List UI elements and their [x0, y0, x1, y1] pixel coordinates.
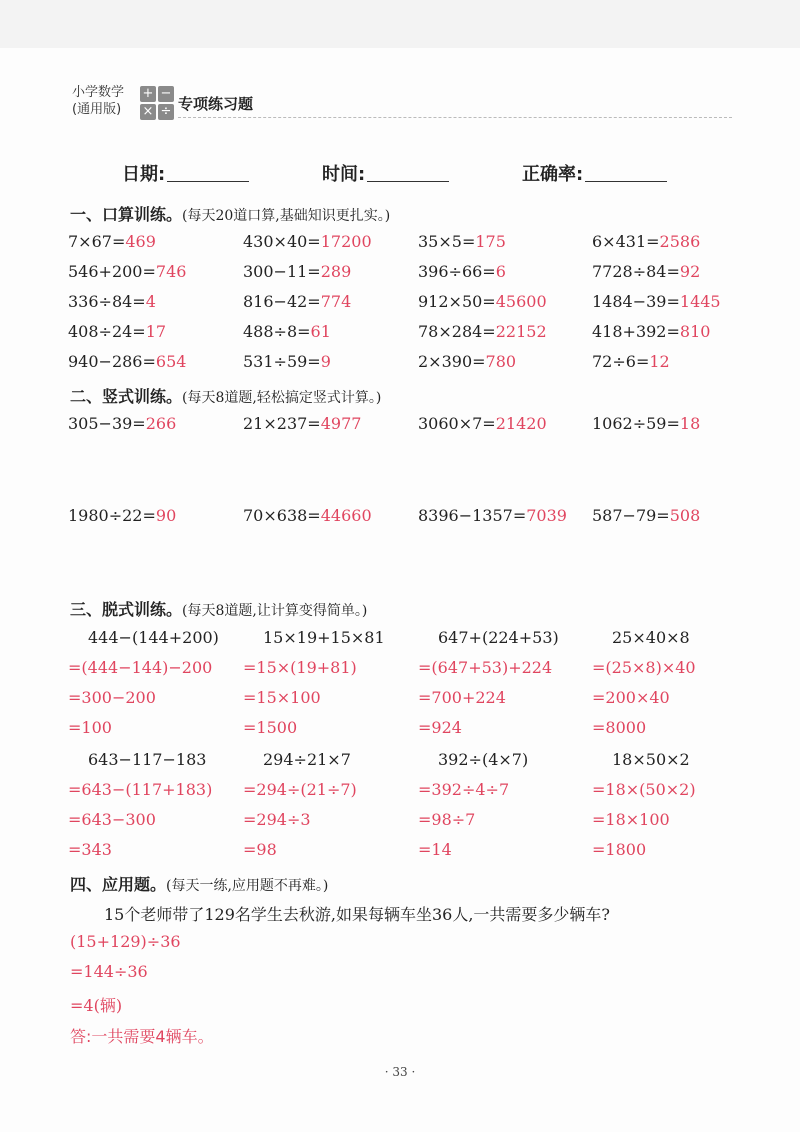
problem-expression: 2×390=: [418, 352, 486, 371]
vertical-problem: [592, 414, 700, 434]
problem-answer: 810: [679, 322, 711, 341]
oral-problem: [68, 262, 186, 282]
section-heading: 三、脱式训练。: [70, 600, 183, 619]
series-line-2: (通用版): [72, 102, 122, 117]
stepwise-step: =(444−144)−200: [68, 658, 213, 677]
oral-problem: [243, 352, 331, 372]
time-field: [322, 160, 449, 186]
problem-answer: 4977: [320, 414, 362, 433]
problem-expression: 305−39=: [68, 414, 146, 433]
problem-expression: 531÷59=: [243, 352, 321, 371]
section-heading: 一、口算训练。: [70, 205, 183, 224]
vertical-problem: [68, 414, 176, 434]
series-label: [72, 84, 124, 118]
stepwise-step: =200×40: [592, 688, 670, 707]
stepwise-step: =15×(19+81): [243, 658, 357, 677]
oral-problem: [243, 232, 372, 252]
stepwise-step: =14: [418, 840, 452, 859]
problem-expression: 430×40=: [243, 232, 321, 251]
stepwise-step: =643−300: [68, 810, 156, 829]
problem-answer: 4: [145, 292, 156, 311]
stepwise-step: =924: [418, 718, 462, 737]
problem-answer: 1445: [679, 292, 721, 311]
date-field: [122, 160, 249, 186]
stepwise-question: 25×40×8: [612, 628, 690, 647]
problem-answer: 266: [145, 414, 177, 433]
problem-expression: 336÷84=: [68, 292, 146, 311]
problem-expression: 78×284=: [418, 322, 496, 341]
problem-expression: 1062÷59=: [592, 414, 680, 433]
section-note: (每天一练,应用题不再难。): [166, 878, 329, 894]
problem-expression: 35×5=: [418, 232, 476, 251]
oral-problem: [68, 352, 186, 372]
accuracy-blank: [585, 163, 667, 182]
stepwise-question: 647+(224+53): [438, 628, 559, 647]
problem-expression: 912×50=: [418, 292, 496, 311]
problem-answer: 9: [320, 352, 331, 371]
date-label: 日期:: [122, 164, 166, 185]
section-title: [70, 597, 367, 620]
problem-expression: 6×431=: [592, 232, 660, 251]
stepwise-question: 15×19+15×81: [263, 628, 385, 647]
stepwise-step: =343: [68, 840, 112, 859]
problem-answer: 92: [679, 262, 701, 281]
solution-step: (15+129)÷36: [70, 932, 181, 951]
problem-answer: 61: [310, 322, 331, 341]
stepwise-step: =(647+53)+224: [418, 658, 553, 677]
stepwise-step: =1800: [592, 840, 647, 859]
accuracy-field: [522, 160, 667, 186]
page-header: [72, 84, 732, 124]
section-note: (每天8道题,让计算变得简单。): [182, 603, 368, 619]
problem-expression: 546+200=: [68, 262, 156, 281]
minus-icon: −: [158, 86, 174, 102]
section-heading: 二、竖式训练。: [70, 387, 183, 406]
problem-expression: 300−11=: [243, 262, 321, 281]
oral-problem: [243, 292, 351, 312]
stepwise-question: 643−117−183: [88, 750, 207, 769]
oral-problem: [418, 352, 516, 372]
problem-expression: 21×237=: [243, 414, 321, 433]
stepwise-step: =294÷(21÷7): [243, 780, 357, 799]
series-line-1: 小学数学: [72, 85, 125, 100]
stepwise-step: =15×100: [243, 688, 321, 707]
stepwise-step: =18×(50×2): [592, 780, 696, 799]
section-title: [70, 384, 381, 407]
oral-problem: [418, 322, 547, 342]
problem-answer: 508: [669, 506, 701, 525]
header-divider: [178, 117, 732, 118]
stepwise-step: =98: [243, 840, 277, 859]
oral-problem: [592, 352, 670, 372]
oral-problem: [68, 322, 166, 342]
problem-answer: 7039: [526, 506, 567, 525]
time-label: 时间:: [322, 164, 366, 185]
oral-problem: [418, 262, 506, 282]
problem-answer: 774: [320, 292, 352, 311]
section-heading: 四、应用题。: [70, 875, 167, 894]
problem-answer: 90: [155, 506, 177, 525]
vertical-problem: [243, 506, 372, 526]
header-title: 专项练习题: [178, 95, 254, 113]
stepwise-question: 294÷21×7: [263, 750, 351, 769]
stepwise-step: =700+224: [418, 688, 506, 707]
problem-expression: 7728÷84=: [592, 262, 680, 281]
plus-icon: +: [140, 86, 156, 102]
oral-problem: [68, 232, 156, 252]
times-icon: ×: [140, 104, 156, 120]
problem-answer: 12: [649, 352, 670, 371]
problem-answer: 780: [485, 352, 517, 371]
problem-answer: 17: [145, 322, 167, 341]
section-note: (每天8道题,轻松搞定竖式计算。): [182, 390, 382, 406]
problem-expression: 587−79=: [592, 506, 670, 525]
oral-problem: [243, 322, 331, 342]
problem-answer: 2586: [659, 232, 701, 251]
oral-problem: [592, 232, 700, 252]
problem-answer: 654: [155, 352, 187, 371]
divide-icon: ÷: [158, 104, 174, 120]
solution-step: =4(辆): [70, 996, 123, 1015]
problem-expression: 8396−1357=: [418, 506, 527, 525]
section-title: [70, 202, 390, 225]
problem-expression: 7×67=: [68, 232, 126, 251]
problem-expression: 408÷24=: [68, 322, 146, 341]
problem-expression: 70×638=: [243, 506, 321, 525]
section-note: (每天20道口算,基础知识更扎实。): [182, 208, 391, 224]
problem-expression: 72÷6=: [592, 352, 650, 371]
top-band: [0, 0, 800, 48]
problem-expression: 816−42=: [243, 292, 321, 311]
problem-answer: 175: [475, 232, 506, 251]
problem-answer: 746: [155, 262, 187, 281]
problem-expression: 3060×7=: [418, 414, 496, 433]
oral-problem: [243, 262, 351, 282]
word-problem-question: 15个老师带了129名学生去秋游,如果每辆车坐36人,一共需要多少辆车?: [104, 905, 611, 924]
date-blank: [167, 163, 249, 182]
problem-expression: 1980÷22=: [68, 506, 156, 525]
problem-answer: 289: [320, 262, 352, 281]
oral-problem: [418, 292, 547, 312]
stepwise-step: =18×100: [592, 810, 670, 829]
problem-answer: 22152: [495, 322, 547, 341]
time-blank: [367, 163, 449, 182]
stepwise-step: =98÷7: [418, 810, 476, 829]
stepwise-step: =294÷3: [243, 810, 311, 829]
vertical-problem: [243, 414, 361, 434]
oral-problem: [592, 262, 700, 282]
oral-problem: [418, 232, 506, 252]
problem-answer: 18: [679, 414, 701, 433]
vertical-problem: [68, 506, 176, 526]
oral-problem: [68, 292, 156, 312]
problem-answer: 6: [495, 262, 506, 281]
stepwise-step: =100: [68, 718, 112, 737]
section-title: [70, 872, 328, 895]
stepwise-step: =8000: [592, 718, 647, 737]
problem-expression: 396÷66=: [418, 262, 496, 281]
problem-expression: 488÷8=: [243, 322, 311, 341]
vertical-problem: [592, 506, 700, 526]
stepwise-question: 18×50×2: [612, 750, 690, 769]
problem-answer: 45600: [495, 292, 547, 311]
oral-problem: [592, 322, 710, 342]
stepwise-question: 444−(144+200): [88, 628, 219, 647]
stepwise-step: =(25×8)×40: [592, 658, 696, 677]
solution-step: =144÷36: [70, 962, 148, 981]
accuracy-label: 正确率:: [522, 164, 584, 185]
stepwise-question: 392÷(4×7): [438, 750, 529, 769]
stepwise-step: =643−(117+183): [68, 780, 213, 799]
problem-answer: 469: [125, 232, 156, 251]
problem-answer: 44660: [320, 506, 372, 525]
problem-expression: 1484−39=: [592, 292, 680, 311]
problem-expression: 418+392=: [592, 322, 680, 341]
stepwise-step: =1500: [243, 718, 298, 737]
page-number: · 33 ·: [384, 1065, 416, 1079]
oral-problem: [592, 292, 721, 312]
stepwise-step: =392÷4÷7: [418, 780, 510, 799]
problem-answer: 17200: [320, 232, 372, 251]
problem-answer: 21420: [495, 414, 547, 433]
stepwise-step: =300−200: [68, 688, 156, 707]
operators-icon: [140, 86, 174, 120]
word-problem-answer: 答:一共需要4辆车。: [70, 1027, 214, 1046]
vertical-problem: [418, 414, 547, 434]
vertical-problem: [418, 506, 567, 526]
problem-expression: 940−286=: [68, 352, 156, 371]
